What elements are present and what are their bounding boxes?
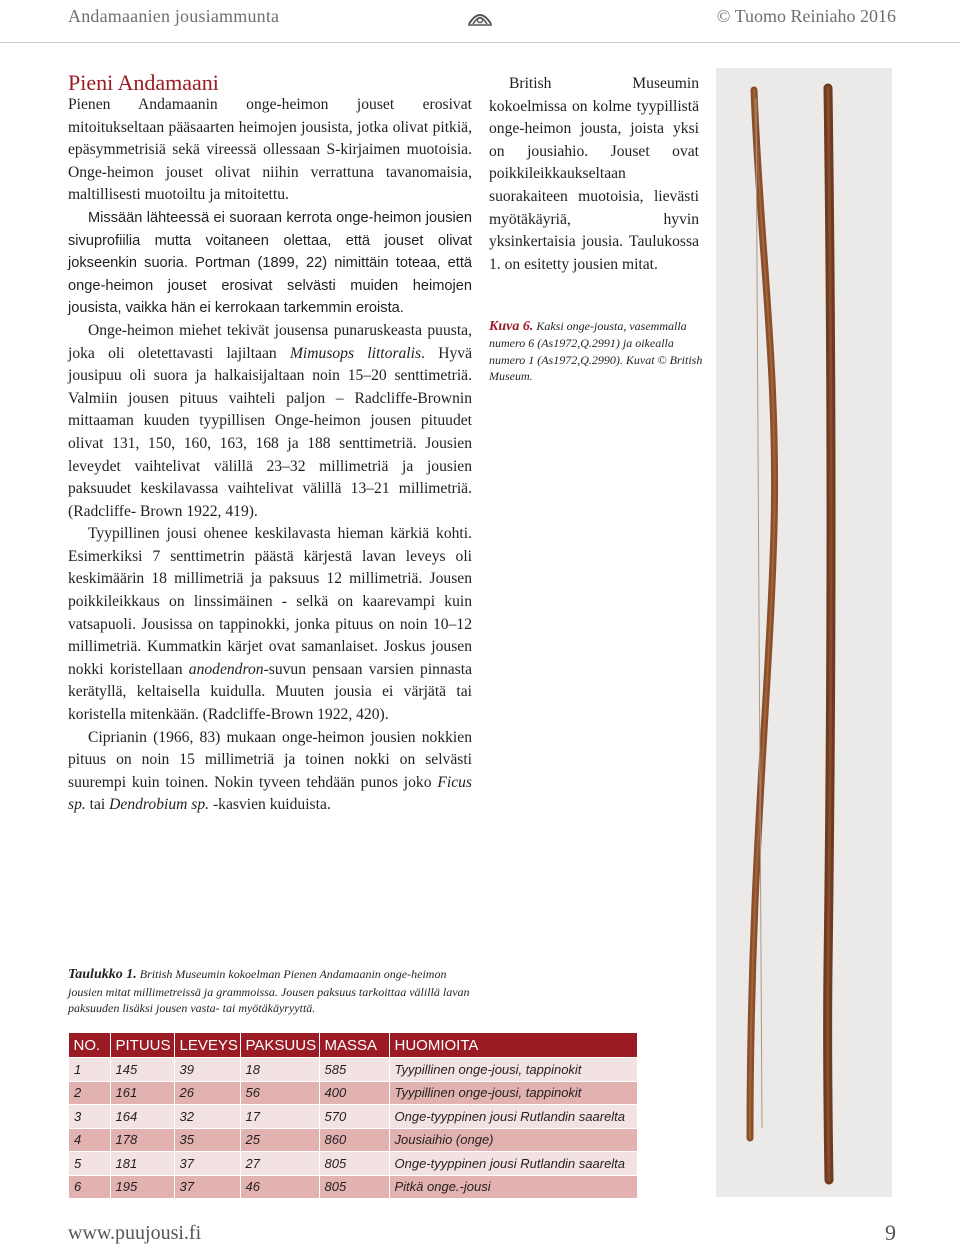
figure-label: Kuva 6. [489,319,534,334]
cell: 805 [319,1152,389,1176]
cell: 27 [240,1152,319,1176]
article-body [68,94,472,817]
bow-illustration [716,68,892,1197]
cell: 35 [174,1128,240,1152]
bow-measurements-table [68,1033,638,1199]
cell: 56 [240,1081,319,1105]
cell: 6 [69,1175,111,1199]
copyright: © Tuomo Reiniaho 2016 [716,6,896,26]
bow-photo [716,68,892,1197]
col-header-paksuus: PAKSUUS [240,1033,319,1058]
cell: 25 [240,1128,319,1152]
cell: Jousiaihio (onge) [389,1128,638,1152]
cell: Tyypillinen onge-jousi, tappinokit [389,1058,638,1082]
footer-url[interactable]: www.puujousi.fi [68,1222,202,1244]
sidebar-paragraph: British Museumin kokoelmissa on kolme tyypillistä onge-heimon jousta, joista yksi on jousiahio. Jouset ovat poikkileikkaukseltaan suorakaiteen muotoisia, lievästi myötäkäyriä, hyvin yksinkertaisia jousia. Taulukossa 1. on esitetty jousien mitat. [489,75,699,273]
cell: 3 [69,1105,111,1129]
cell: 46 [240,1175,319,1199]
cell: 195 [110,1175,174,1199]
table-row [69,1081,638,1105]
paragraph-2: Missään lähteessä ei suoraan kerrota onge-heimon jousien sivuprofiilia mutta voitaneen olettaa, että jouset olivat jokseenkin suoria. Portman (1899, 22) nimittäin toteaa, että onge-heimon jouset erosivat selvästi muiden heimojen jousista, vaikka hän ei kerrokaan tarkemmin eroista. [68,209,472,317]
cell: 161 [110,1081,174,1105]
header-divider [0,42,960,43]
page-header [0,0,960,44]
cell: 37 [174,1152,240,1176]
cell: 178 [110,1128,174,1152]
cell: 164 [110,1105,174,1129]
cell: 17 [240,1105,319,1129]
table-row [69,1128,638,1152]
table-row [69,1058,638,1082]
cell: Pitkä onge.-jousi [389,1175,638,1199]
table-label: Taulukko 1. [68,967,137,982]
table-caption-text: British Museumin kokoelman Pienen Andamaanin onge-heimon jousien mitat millimetreissä ja grammoissa. Jousen paksuus tarkoittaa välillä lavan paksuuden lisäksi jousen vasta- tai myötäkäyryyttä. [68,967,470,1016]
table-caption [68,966,480,1017]
cell: Onge-tyyppinen jousi Rutlandin saarelta [389,1152,638,1176]
cell: 145 [110,1058,174,1082]
figure-caption [489,318,707,385]
cell: 37 [174,1175,240,1199]
cell: 2 [69,1081,111,1105]
section-title: Pieni Andamaani [68,70,219,95]
paragraph-3: Onge-heimon miehet tekivät jousensa punaruskeasta puusta, joka oli oletettavasti lajiltaan Mimusops littoralis. Hyvä jousipuu oli suora ja halkaisijaltaan noin 15–20 senttimetriä. Valmiin jousen pituus vaihteli paljon – Radcliffe-Brownin mittaaman kuuden tyypillisen Onge-heimon jousen pituudet olivat 131, 150, 160, 163, 168 ja 188 senttimetriä. Jousien leveydet vaihtelivat välillä 23–32 millimetriä ja jousien paksuudet keskilavassa vaihtelivat välillä 13–21 millimetriä. (Radcliffe- Brown 1922, 419). [68,321,472,520]
cell: 5 [69,1152,111,1176]
cell: 4 [69,1128,111,1152]
running-title: Andamaanien jousiammunta [68,6,280,26]
cell: 400 [319,1081,389,1105]
col-header-massa: MASSA [319,1033,389,1058]
table-header-row [69,1033,638,1058]
col-header-huomioita: HUOMIOITA [389,1033,638,1058]
cell: 585 [319,1058,389,1082]
paragraph-5: Ciprianin (1966, 83) mukaan onge-heimon jousien nokkien pituus on noin 15 millimetriä ja toinen nokki on selvästi suurempi kuin toinen. Nokin tyveen tehdään punos joko Ficus sp. tai Dendrobium sp. -kasvien kuiduista. [68,728,472,814]
jousi-logo-icon [466,4,494,28]
sidebar-text [489,73,699,276]
paragraph-1: Pienen Andamaanin onge-heimon jouset erosivat mitoitukseltaan pääsaarten heimojen jousista, jotka olivat pitkiä, epäsymmetrisiä sekä vireessä ollessaan S-kirjaimen muotoisia. Onge-heimon jouset olivat niihin verrattuna tavanomaisia, maltillisesti muotoiltu ja mitoitettu. [68,96,472,204]
col-header-leveys: LEVEYS [174,1033,240,1058]
table-row [69,1105,638,1129]
figure-caption-text: Kaksi onge-jousta, vasemmalla numero 6 (As1972,Q.2991) ja oikealla numero 1 (As1972,Q.2990). Kuvat © British Museum. [489,319,703,384]
col-header-no: NO. [69,1033,111,1058]
col-header-pituus: PITUUS [110,1033,174,1058]
cell: Onge-tyyppinen jousi Rutlandin saarelta [389,1105,638,1129]
cell: Tyypillinen onge-jousi, tappinokit [389,1081,638,1105]
table-row [69,1175,638,1199]
paragraph-4: Tyypillinen jousi ohenee keskilavasta hieman kärkiä kohti. Esimerkiksi 7 senttimetrin päästä kärjestä lavan leveys oli keskimäärin 18 millimetriä ja paksuus 12 millimetriä. Jousen poikkileikkaus on linssimäinen - selkä on kaarevampi kuin vatsapuoli. Jousissa on tappinokki, jonka pituus on noin 10–12 millimetriä. Kummatkin kärjet ovat samanlaiset. Joskus jousen nokki koristellaan anodendron-suvun pensaan varsien pinnasta kerätyllä, keltaisella kuidulla. Muuten jousia ei värjätä tai koristella mitenkään. (Radcliffe-Brown 1922, 420). [68,525,473,724]
cell: 39 [174,1058,240,1082]
cell: 26 [174,1081,240,1105]
cell: 181 [110,1152,174,1176]
cell: 32 [174,1105,240,1129]
cell: 805 [319,1175,389,1199]
cell: 860 [319,1128,389,1152]
cell: 1 [69,1058,111,1082]
page-number: 9 [885,1220,896,1245]
cell: 18 [240,1058,319,1082]
table-row [69,1152,638,1176]
cell: 570 [319,1105,389,1129]
